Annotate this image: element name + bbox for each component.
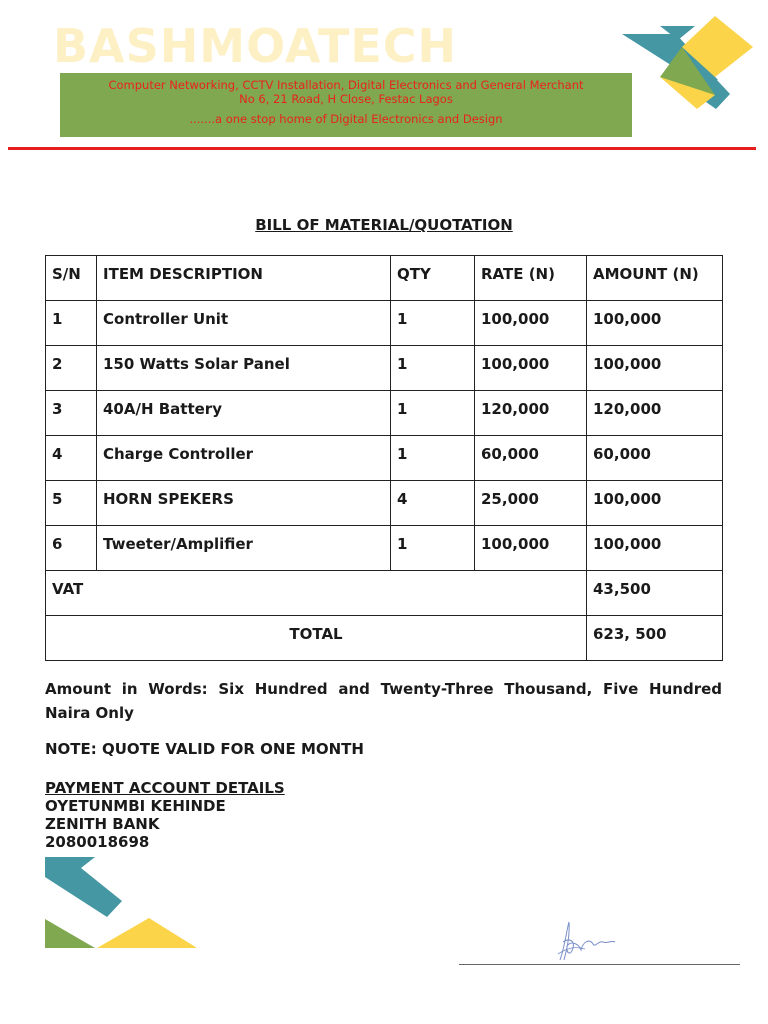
vat-row	[46, 571, 723, 616]
table-row	[46, 436, 723, 481]
cell-description: Charge Controller	[97, 436, 391, 481]
vat-value: 43,500	[587, 571, 723, 616]
amount-in-words: Amount in Words: Six Hundred and Twenty-Three Thousand, Five Hundred Naira Only	[45, 680, 722, 722]
cell-description: Tweeter/Amplifier	[97, 526, 391, 571]
validity-note: NOTE: QUOTE VALID FOR ONE MONTH	[45, 740, 364, 758]
column-header-rate: RATE (N)	[475, 256, 587, 301]
total-value: 623, 500	[587, 616, 723, 661]
cell-sn: 3	[46, 391, 97, 436]
cell-sn: 5	[46, 481, 97, 526]
cell-description: 150 Watts Solar Panel	[97, 346, 391, 391]
address-line: No 6, 21 Road, H Close, Festac Lagos	[239, 92, 453, 106]
cell-amount: 120,000	[587, 391, 723, 436]
cell-qty: 1	[391, 301, 475, 346]
cell-qty: 1	[391, 436, 475, 481]
signature-icon	[555, 918, 617, 964]
table-row	[46, 391, 723, 436]
cell-qty: 4	[391, 481, 475, 526]
cell-rate: 25,000	[475, 481, 587, 526]
total-label: TOTAL	[46, 616, 587, 661]
cell-rate: 100,000	[475, 301, 587, 346]
cell-qty: 1	[391, 346, 475, 391]
document-title: BILL OF MATERIAL/QUOTATION	[255, 216, 513, 234]
cell-rate: 100,000	[475, 526, 587, 571]
header-divider	[8, 147, 756, 150]
cell-amount: 100,000	[587, 481, 723, 526]
cell-rate: 60,000	[475, 436, 587, 481]
column-header-description: ITEM DESCRIPTION	[97, 256, 391, 301]
column-header-qty: QTY	[391, 256, 475, 301]
account-name: OYETUNMBI KEHINDE	[45, 797, 226, 815]
footer-logo-icon	[45, 857, 200, 952]
bank-name: ZENITH BANK	[45, 815, 160, 833]
cell-amount: 100,000	[587, 301, 723, 346]
table-header-row	[46, 256, 723, 301]
column-header-amount: AMOUNT (N)	[587, 256, 723, 301]
slogan-line: .......a one stop home of Digital Electronics and Design	[189, 112, 503, 126]
cell-sn: 2	[46, 346, 97, 391]
table-row	[46, 301, 723, 346]
cell-sn: 1	[46, 301, 97, 346]
cell-qty: 1	[391, 526, 475, 571]
cell-description: HORN SPEKERS	[97, 481, 391, 526]
table-row	[46, 526, 723, 571]
cell-amount: 100,000	[587, 526, 723, 571]
bill-of-material-table	[45, 255, 723, 661]
column-header-sn: S/N	[46, 256, 97, 301]
account-number: 2080018698	[45, 833, 150, 851]
table-row	[46, 346, 723, 391]
cell-qty: 1	[391, 391, 475, 436]
company-banner	[60, 73, 632, 137]
signature-line	[459, 964, 740, 965]
vat-label: VAT	[46, 571, 587, 616]
company-logo-icon	[620, 15, 760, 115]
cell-sn: 6	[46, 526, 97, 571]
services-line: Computer Networking, CCTV Installation, Digital Electronics and General Merchant	[108, 78, 584, 92]
cell-description: 40A/H Battery	[97, 391, 391, 436]
payment-heading: PAYMENT ACCOUNT DETAILS	[45, 779, 285, 797]
cell-sn: 4	[46, 436, 97, 481]
table-row	[46, 481, 723, 526]
cell-rate: 100,000	[475, 346, 587, 391]
cell-description: Controller Unit	[97, 301, 391, 346]
payment-details	[45, 779, 285, 851]
cell-amount: 100,000	[587, 346, 723, 391]
company-name: BASHMOATECH	[53, 19, 458, 73]
total-row	[46, 616, 723, 661]
cell-amount: 60,000	[587, 436, 723, 481]
cell-rate: 120,000	[475, 391, 587, 436]
